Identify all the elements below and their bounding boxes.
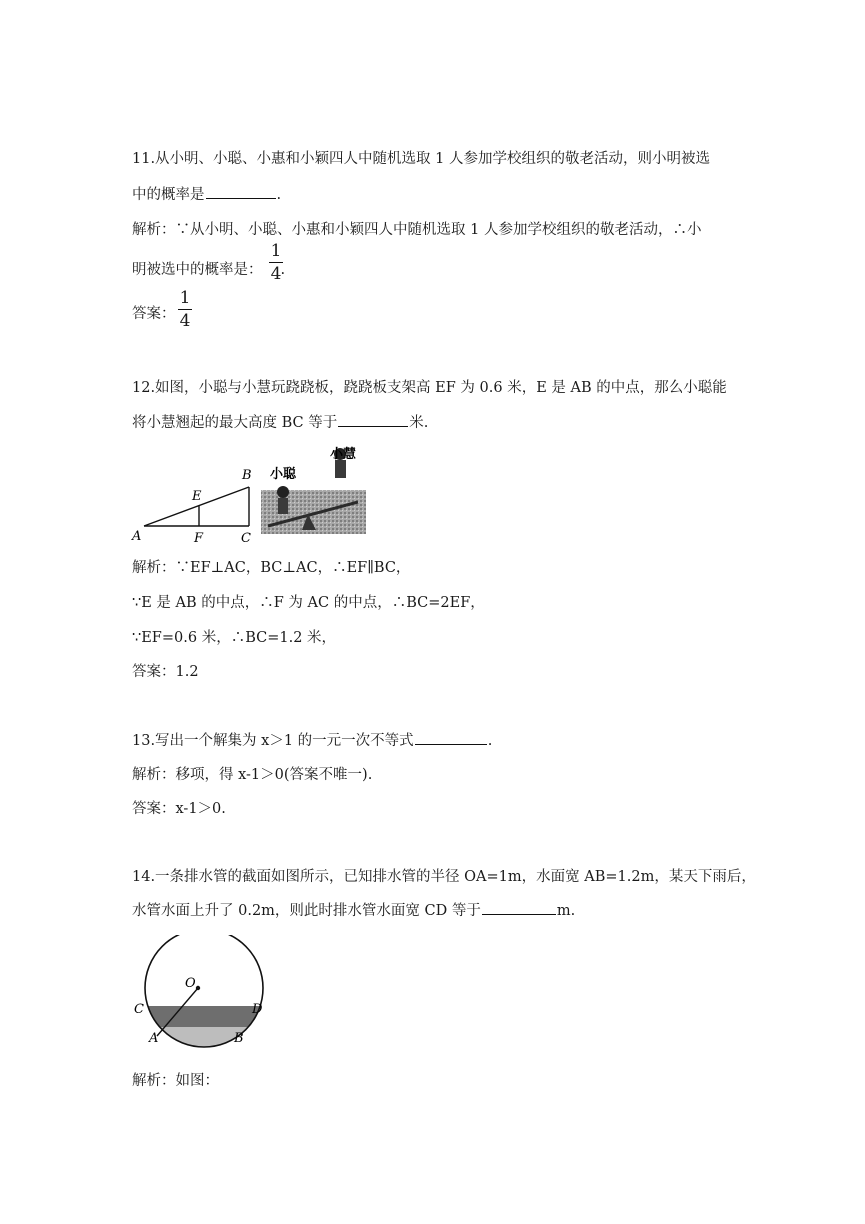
- q12-solution-line3: ∵EF=0.6 米，∴BC=1.2 米，: [132, 630, 337, 646]
- point-label-A: A: [149, 1031, 159, 1046]
- q13-line1-prefix: 13.写出一个解集为 x＞1 的一元一次不等式: [132, 733, 414, 749]
- q13-line1-suffix: .: [487, 733, 493, 749]
- fraction-numerator: 1: [179, 288, 191, 308]
- q14-answer-blank: [482, 913, 556, 915]
- q14-solution-line1: 解析：如图：: [132, 1073, 219, 1089]
- point-label-D: D: [252, 1002, 263, 1017]
- q12-line2-suffix: 米.: [409, 415, 429, 431]
- label-xiaocong: 小聪: [270, 467, 297, 482]
- fraction-numerator: 1: [270, 241, 282, 261]
- q11-sol2-prefix: 明被选中的概率是：: [132, 262, 263, 278]
- q14-line2-suffix: m.: [556, 903, 576, 919]
- q11-solution-line1: 解析：∵从小明、小聪、小惠和小颖四人中随机选取 1 人参加学校组织的敬老活动，∴小: [132, 222, 702, 238]
- q11-sol2-suffix: .: [280, 262, 286, 278]
- seesaw-figure: [128, 440, 368, 548]
- point-label-A: A: [132, 529, 142, 544]
- q11-solution-fraction: [269, 242, 283, 283]
- q11-text-line2: [132, 183, 281, 204]
- q11-text-line1: 11.从小明、小聪、小惠和小颖四人中随机选取 1 人参加学校组织的敬老活动，则小明被选: [132, 151, 710, 167]
- q11-line2-prefix: 中的概率是: [132, 187, 205, 203]
- fraction-denominator: 4: [270, 264, 282, 284]
- q11-answer-fraction: [178, 289, 192, 330]
- point-label-F: F: [194, 531, 204, 546]
- q11-answer-label: 答案：: [132, 306, 176, 322]
- center-point-O: [196, 986, 200, 990]
- q12-answer-blank: [338, 425, 408, 427]
- pipe-figure: [128, 935, 278, 1050]
- q12-text-line1: 12.如图，小聪与小慧玩跷跷板，跷跷板支架高 EF 为 0.6 米，E 是 AB 的中点，那么小聪能: [132, 380, 727, 396]
- q11-solution-line2: [132, 258, 285, 279]
- q12-answer: 答案：1.2: [132, 664, 199, 680]
- q13-text-line1: [132, 729, 492, 750]
- label-xiaohui: 小慧: [330, 447, 357, 462]
- point-label-C: C: [134, 1002, 144, 1017]
- q11-line2-suffix: .: [276, 187, 282, 203]
- q13-solution-line1: 解析：移项，得 x-1＞0(答案不唯一).: [132, 767, 373, 783]
- q12-solution-line2: ∵E 是 AB 的中点，∴F 为 AC 的中点，∴BC=2EF，: [132, 595, 485, 611]
- point-label-B: B: [242, 468, 252, 483]
- q13-answer-blank: [415, 743, 487, 745]
- q14-text-line2: [132, 899, 575, 920]
- point-label-B: B: [234, 1031, 244, 1046]
- point-label-C: C: [241, 531, 251, 546]
- q14-text-line1: 14.一条排水管的截面如图所示，已知排水管的半径 OA=1m，水面宽 AB=1.2m，某天下雨后，: [132, 869, 756, 885]
- child-xiaocong-icon: [277, 486, 289, 498]
- q12-solution-line1: 解析：∵EF⊥AC，BC⊥AC，∴EF∥BC，: [132, 560, 411, 576]
- fraction-denominator: 4: [179, 311, 191, 331]
- q14-line2-prefix: 水管水面上升了 0.2m，则此时排水管水面宽 CD 等于: [132, 903, 481, 919]
- q12-text-line2: [132, 411, 428, 432]
- q11-answer-blank: [206, 197, 276, 199]
- point-label-E: E: [192, 489, 202, 504]
- point-label-O: O: [185, 976, 196, 991]
- q13-answer: 答案：x-1＞0.: [132, 801, 226, 817]
- q12-line2-prefix: 将小慧翘起的最大高度 BC 等于: [132, 415, 338, 431]
